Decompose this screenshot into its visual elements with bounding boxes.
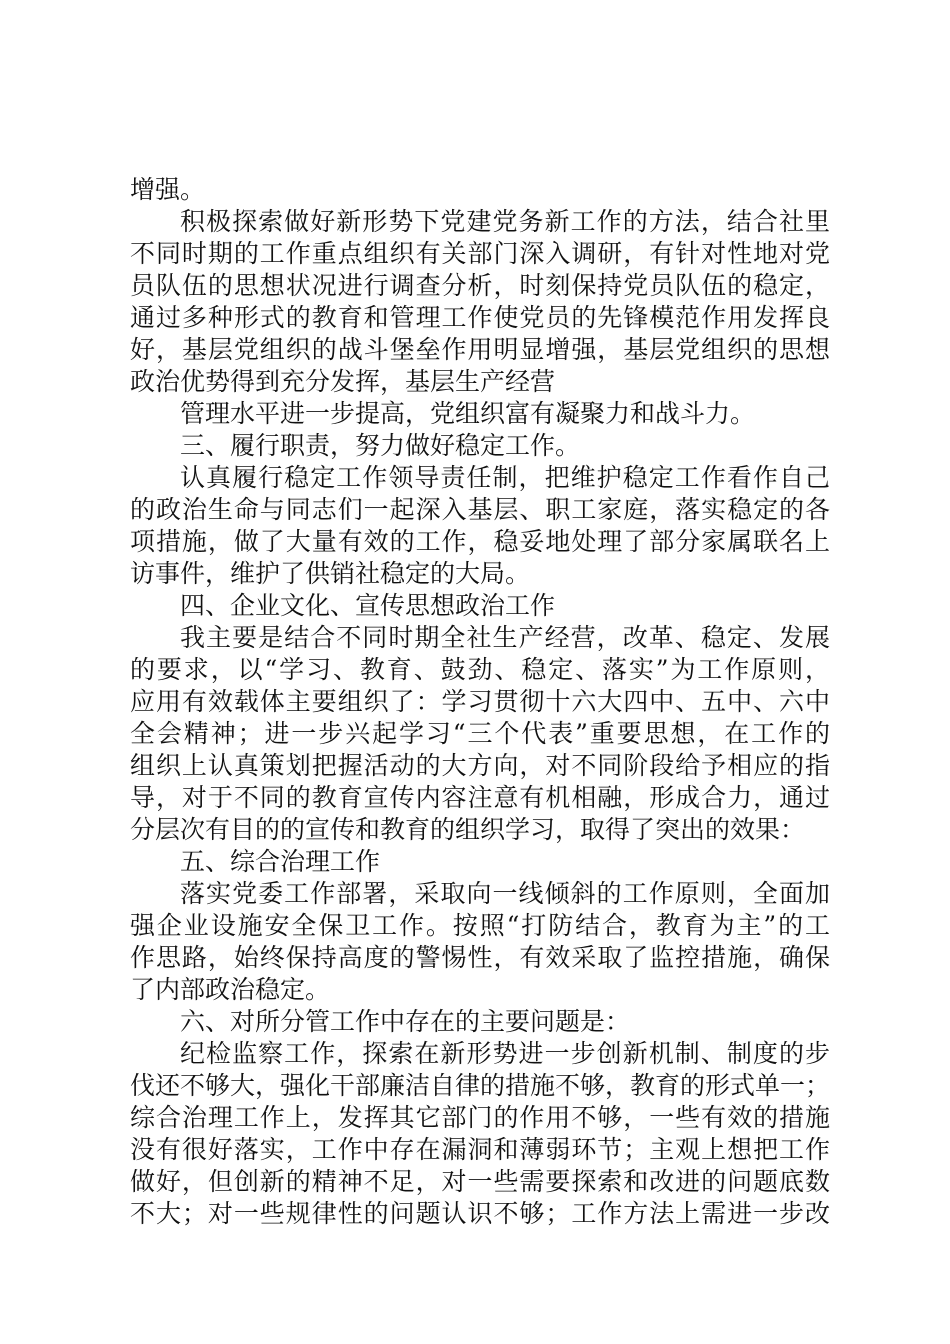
- text-line: 通过多种形式的教育和管理工作使党员的先锋模范作用发挥良: [130, 303, 830, 332]
- text-line: 我主要是结合不同时期全社生产经营，改革、稳定、发展: [180, 623, 830, 652]
- text-line: 全会精神；进一步兴起学习“三个代表”重要思想，在工作的: [130, 719, 830, 748]
- text-line: 纪检监察工作，探索在新形势进一步创新机制、制度的步: [180, 1039, 830, 1068]
- section-heading: 三、履行职责，努力做好稳定工作。: [180, 431, 581, 460]
- text-line: 不同时期的工作重点组织有关部门深入调研，有针对性地对党: [130, 239, 830, 268]
- text-line: 伐还不够大，强化干部廉洁自律的措施不够，教育的形式单一；: [130, 1071, 831, 1100]
- text-line: 作思路，始终保持高度的警惕性，有效采取了监控措施，确保: [130, 943, 830, 972]
- text-line: 增强。: [130, 175, 206, 204]
- text-line: 应用有效载体主要组织了：学习贯彻十六大四中、五中、六中: [130, 687, 830, 716]
- text-line: 的要求，以“学习、教育、鼓劲、稳定、落实”为工作原则，: [130, 655, 830, 684]
- section-heading: 四、企业文化、宣传思想政治工作: [180, 591, 556, 620]
- text-line: 积极探索做好新形势下党建党务新工作的方法，结合社里: [180, 207, 830, 236]
- text-line: 政治优势得到充分发挥，基层生产经营: [130, 367, 556, 396]
- text-line: 综合治理工作上，发挥其它部门的作用不够，一些有效的措施: [130, 1103, 830, 1132]
- text-line: 分层次有目的的宣传和教育的组织学习，取得了突出的效果：: [130, 815, 806, 844]
- text-line: 好，基层党组织的战斗堡垒作用明显增强，基层党组织的思想: [130, 335, 830, 364]
- text-line: 认真履行稳定工作领导责任制，把维护稳定工作看作自己: [180, 463, 830, 492]
- text-line: 没有很好落实，工作中存在漏洞和薄弱环节；主观上想把工作: [130, 1135, 830, 1164]
- text-line: 不大；对一些规律性的问题认识不够；工作方法上需进一步改: [130, 1199, 830, 1228]
- text-line: 导，对于不同的教育宣传内容注意有机相融，形成合力，通过: [130, 783, 830, 812]
- text-line: 访事件，维护了供销社稳定的大局。: [130, 559, 531, 588]
- section-heading: 六、对所分管工作中存在的主要问题是：: [180, 1007, 631, 1036]
- text-line: 了内部政治稳定。: [130, 975, 331, 1004]
- text-line: 项措施，做了大量有效的工作，稳妥地处理了部分家属联名上: [130, 527, 830, 556]
- text-line: 管理水平进一步提高，党组织富有凝聚力和战斗力。: [180, 399, 756, 428]
- text-line: 员队伍的思想状况进行调查分析，时刻保持党员队伍的稳定，: [130, 271, 830, 300]
- text-line: 组织上认真策划把握活动的大方向，对不同阶段给予相应的指: [130, 751, 830, 780]
- text-line: 落实党委工作部署，采取向一线倾斜的工作原则，全面加: [180, 879, 830, 908]
- text-line: 强企业设施安全保卫工作。按照“打防结合，教育为主”的工: [130, 911, 830, 940]
- text-line: 做好，但创新的精神不足，对一些需要探索和改进的问题底数: [130, 1167, 830, 1196]
- text-line: 的政治生命与同志们一起深入基层、职工家庭，落实稳定的各: [130, 495, 830, 524]
- section-heading: 五、综合治理工作: [180, 847, 381, 876]
